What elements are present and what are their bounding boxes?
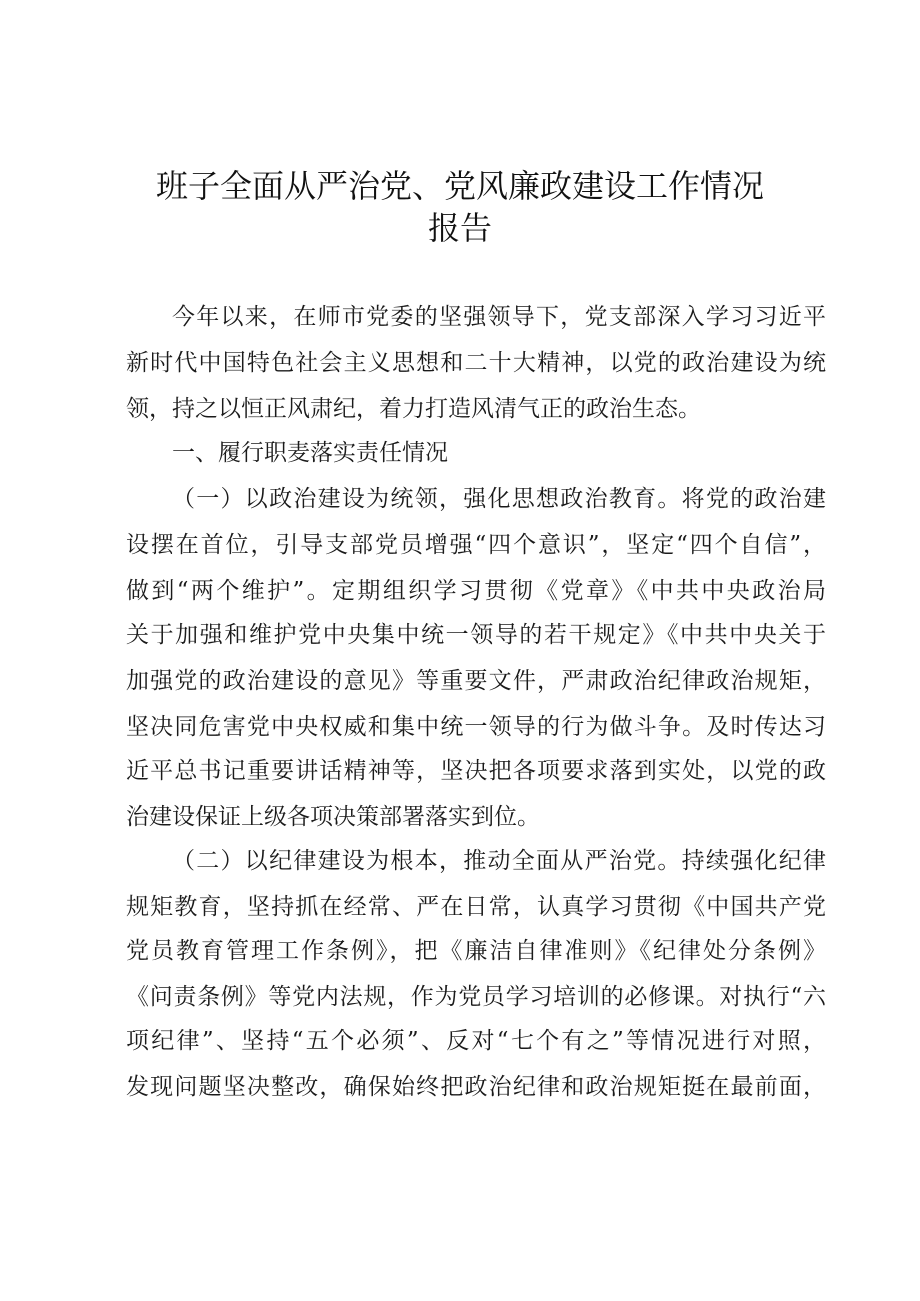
- paragraph-line: 设摆在首位，引导支部党员增强“四个意识”，坚定“四个自信”，: [126, 532, 826, 558]
- paragraph-line: 规矩教育，坚持抓在经常、严在日常，认真学习贯彻《中国共产党: [126, 894, 826, 920]
- paragraph-line: （一）以政治建设为统领，强化思想政治教育。将党的政治建: [172, 486, 826, 512]
- paragraph-line: 《问责条例》等党内法规，作为党员学习培训的必修课。对执行“六: [126, 984, 826, 1010]
- paragraph-line: 加强党的政治建设的意见》等重要文件，严肃政治纪律政治规矩，: [126, 668, 826, 694]
- paragraph-line: 治建设保证上级各项决策部署落实到位。: [126, 804, 540, 830]
- document-title-line-1: 班子全面从严治党、党风廉政建设工作情况: [155, 167, 764, 205]
- paragraph-line: 坚决同危害党中央权威和集中统一领导的行为做斗争。及时传达习: [126, 714, 826, 740]
- paragraph-line: （二）以纪律建设为根本，推动全面从严治党。持续强化纪律: [172, 848, 826, 874]
- paragraph-line: 发现问题坚决整改，确保始终把政治纪律和政治规矩挺在最前面，: [126, 1074, 826, 1100]
- paragraph-line: 近平总书记重要讲话精神等，坚决把各项要求落到实处，以党的政: [126, 758, 826, 784]
- paragraph-line: 项纪律”、坚持“五个必须”、反对“七个有之”等情况进行对照，: [126, 1028, 826, 1054]
- paragraph-line: 做到“两个维护”。定期组织学习贯彻《党章》《中共中央政治局: [126, 578, 826, 604]
- section-heading: 一、履行职麦落实责任情况: [172, 440, 448, 466]
- paragraph-line: 党员教育管理工作条例》，把《廉洁自律准则》《纪律处分条例》: [126, 938, 826, 964]
- paragraph-line: 关于加强和维护党中央集中统一领导的若干规定》《中共中央关于: [126, 622, 826, 648]
- document-title-line-2: 报告: [427, 209, 492, 247]
- paragraph-line: 领，持之以恒正风肃纪，着力打造风清气正的政治生态。: [126, 396, 701, 422]
- paragraph-line: 新时代中国特色社会主义思想和二十大精神，以党的政治建设为统: [126, 350, 826, 376]
- paragraph-line: 今年以来，在师市党委的坚强领导下，党支部深入学习习近平: [172, 304, 826, 330]
